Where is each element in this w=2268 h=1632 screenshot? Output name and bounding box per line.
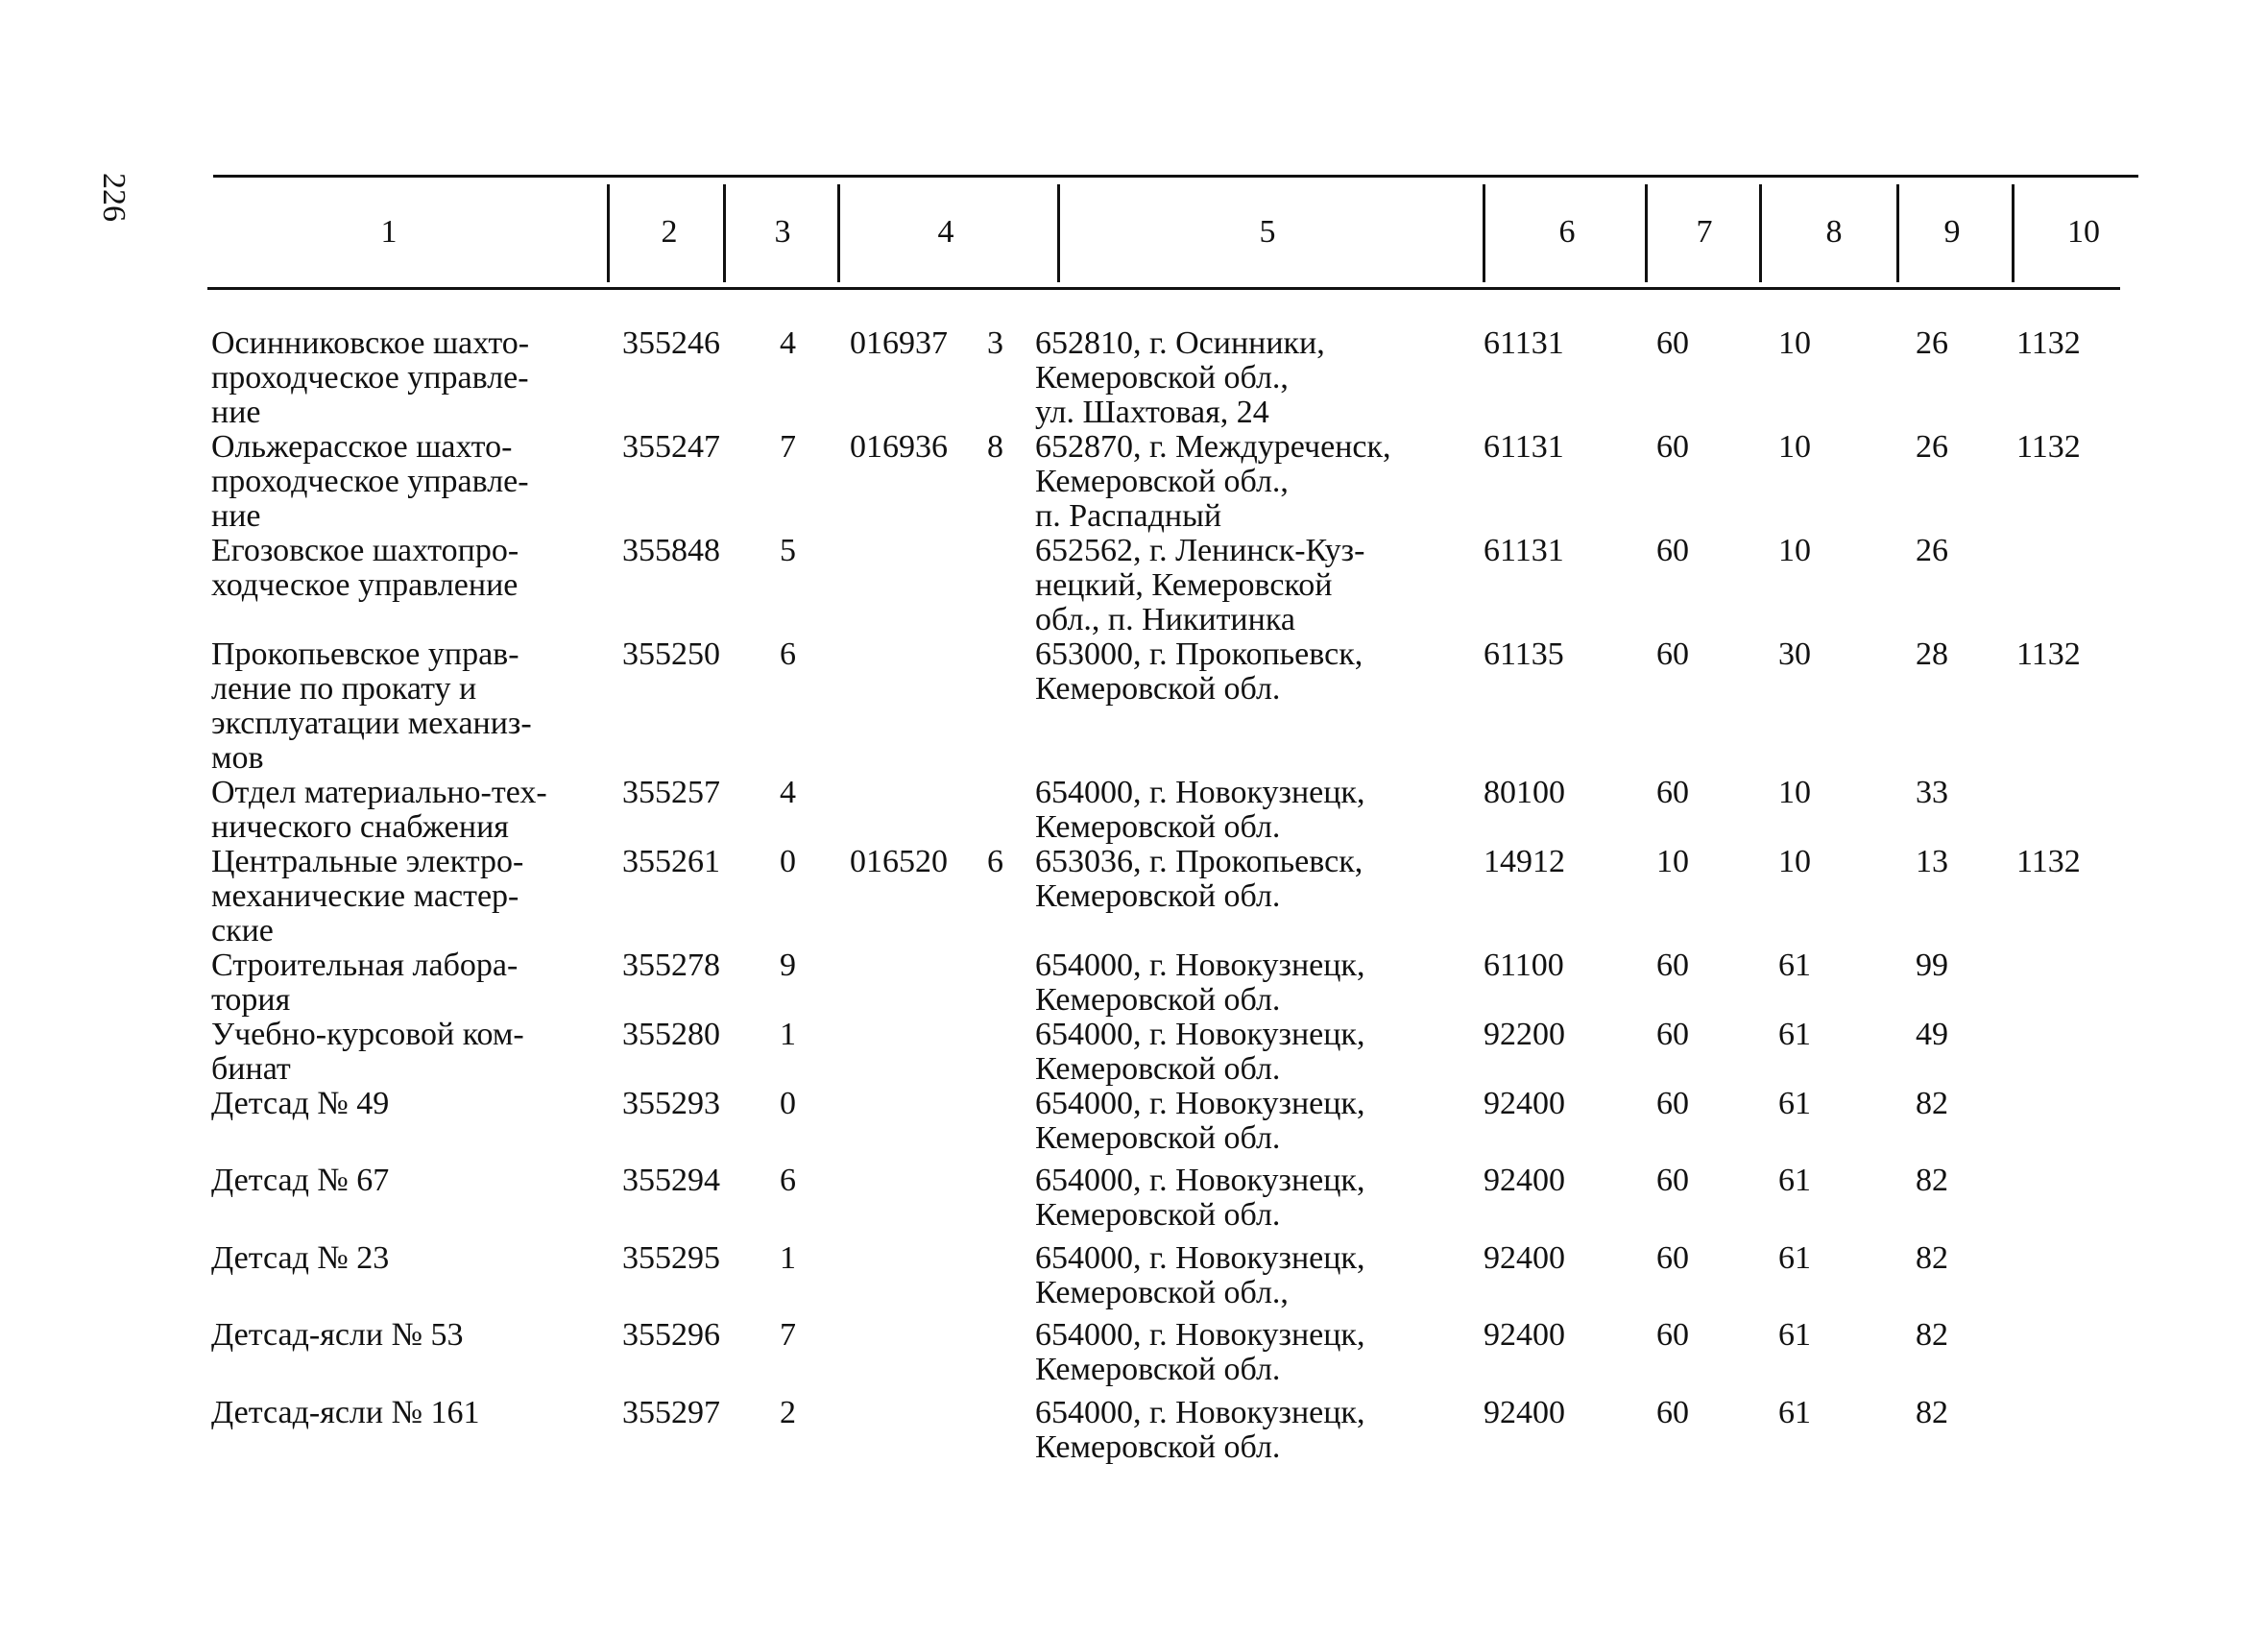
cell-col-7: 60: [1656, 429, 1689, 465]
cell-col-7: 60: [1656, 533, 1689, 568]
cell-col-7: 60: [1656, 1163, 1689, 1198]
cell-col-6: 14912: [1484, 844, 1565, 879]
cell-col-7: 60: [1656, 775, 1689, 810]
cell-col-8: 61: [1778, 1017, 1811, 1052]
cell-col-6: 61131: [1484, 325, 1564, 361]
cell-org-name: Ольжерасское шахто- проходческое управле- ние: [211, 429, 529, 534]
cell-col-7: 10: [1656, 844, 1689, 879]
cell-col-8: 30: [1778, 636, 1811, 672]
column-header-7: 7: [1696, 214, 1713, 250]
cell-col-9: 26: [1916, 429, 1948, 465]
cell-col-10: 1132: [2016, 429, 2081, 465]
cell-col-9: 82: [1916, 1163, 1948, 1198]
cell-okonh-check-digit: 6: [987, 844, 1003, 879]
cell-org-name: Отдел материально-тех- нического снабжения: [211, 775, 547, 845]
cell-col-9: 82: [1916, 1240, 1948, 1276]
cell-check-digit: 7: [780, 429, 796, 465]
cell-okonh-code: 016937: [850, 325, 948, 361]
cell-code: 355246: [622, 325, 720, 361]
cell-org-name: Детсад № 23: [211, 1240, 390, 1276]
cell-check-digit: 4: [780, 775, 796, 810]
cell-col-6: 92200: [1484, 1017, 1565, 1052]
cell-code: 355295: [622, 1240, 720, 1276]
cell-org-name: Детсад-ясли № 161: [211, 1395, 480, 1430]
cell-address: 653000, г. Прокопьевск, Кемеровской обл.: [1035, 636, 1363, 707]
cell-col-9: 82: [1916, 1086, 1948, 1121]
cell-org-name: Осинниковское шахто- проходческое управле- ние: [211, 325, 530, 430]
cell-col-6: 61131: [1484, 429, 1564, 465]
cell-code: 355294: [622, 1163, 720, 1198]
cell-col-6: 92400: [1484, 1086, 1565, 1121]
cell-okonh-code: 016520: [850, 844, 948, 879]
cell-col-7: 60: [1656, 1017, 1689, 1052]
cell-address: 654000, г. Новокузнецк, Кемеровской обл.: [1035, 1395, 1365, 1465]
cell-address: 652810, г. Осинники, Кемеровской обл., ул. Шахтовая, 24: [1035, 325, 1325, 430]
cell-okonh-check-digit: 8: [987, 429, 1003, 465]
cell-address: 653036, г. Прокопьевск, Кемеровской обл.: [1035, 844, 1363, 914]
cell-org-name: Строительная лабора- тория: [211, 948, 519, 1018]
cell-check-digit: 6: [780, 636, 796, 672]
column-header-3: 3: [774, 214, 791, 250]
cell-col-8: 61: [1778, 948, 1811, 983]
cell-col-9: 82: [1916, 1395, 1948, 1430]
cell-org-name: Детсад № 67: [211, 1163, 390, 1198]
cell-col-8: 61: [1778, 1240, 1811, 1276]
cell-col-6: 92400: [1484, 1240, 1565, 1276]
column-header-2: 2: [661, 214, 678, 250]
cell-col-10: 1132: [2016, 325, 2081, 361]
cell-col-7: 60: [1656, 1395, 1689, 1430]
cell-col-9: 49: [1916, 1017, 1948, 1052]
cell-col-7: 60: [1656, 948, 1689, 983]
cell-code: 355278: [622, 948, 720, 983]
cell-col-10: 1132: [2016, 636, 2081, 672]
cell-address: 654000, г. Новокузнецк, Кемеровской обл.: [1035, 1317, 1365, 1387]
cell-code: 355293: [622, 1086, 720, 1121]
cell-col-9: 33: [1916, 775, 1948, 810]
cell-col-6: 61135: [1484, 636, 1564, 672]
cell-code: 355297: [622, 1395, 720, 1430]
cell-col-6: 80100: [1484, 775, 1565, 810]
cell-code: 355257: [622, 775, 720, 810]
cell-col-6: 92400: [1484, 1317, 1565, 1353]
cell-check-digit: 0: [780, 1086, 796, 1121]
cell-code: 355296: [622, 1317, 720, 1353]
cell-col-8: 10: [1778, 844, 1811, 879]
cell-code: 355848: [622, 533, 720, 568]
cell-col-6: 92400: [1484, 1395, 1565, 1430]
cell-col-9: 28: [1916, 636, 1948, 672]
cell-check-digit: 7: [780, 1317, 796, 1353]
cell-address: 654000, г. Новокузнецк, Кемеровской обл.: [1035, 1086, 1365, 1156]
cell-col-8: 61: [1778, 1163, 1811, 1198]
cell-col-9: 82: [1916, 1317, 1948, 1353]
cell-address: 654000, г. Новокузнецк, Кемеровской обл.: [1035, 775, 1365, 845]
cell-col-6: 92400: [1484, 1163, 1565, 1198]
cell-address: 652870, г. Междуреченск, Кемеровской обл., п. Распадный: [1035, 429, 1391, 534]
cell-col-8: 61: [1778, 1317, 1811, 1353]
column-header-8: 8: [1825, 214, 1843, 250]
cell-col-6: 61100: [1484, 948, 1564, 983]
cell-check-digit: 0: [780, 844, 796, 879]
cell-col-7: 60: [1656, 636, 1689, 672]
cell-address: 654000, г. Новокузнецк, Кемеровской обл.: [1035, 1163, 1365, 1233]
cell-col-7: 60: [1656, 1086, 1689, 1121]
cell-okonh-check-digit: 3: [987, 325, 1003, 361]
cell-col-9: 13: [1916, 844, 1948, 879]
cell-check-digit: 6: [780, 1163, 796, 1198]
cell-org-name: Прокопьевское управ- ление по прокату и эксплуатации механиз- мов: [211, 636, 532, 776]
cell-org-name: Детсад-ясли № 53: [211, 1317, 464, 1353]
cell-okonh-code: 016936: [850, 429, 948, 465]
cell-address: 654000, г. Новокузнецк, Кемеровской обл.: [1035, 948, 1365, 1018]
cell-org-name: Детсад № 49: [211, 1086, 390, 1121]
cell-check-digit: 4: [780, 325, 796, 361]
cell-col-9: 26: [1916, 325, 1948, 361]
cell-col-6: 61131: [1484, 533, 1564, 568]
cell-org-name: Центральные электро- механические мастер- ские: [211, 844, 524, 948]
cell-org-name: Егозовское шахтопро- ходческое управление: [211, 533, 519, 603]
cell-col-8: 61: [1778, 1395, 1811, 1430]
column-header-1: 1: [380, 214, 398, 250]
cell-col-9: 99: [1916, 948, 1948, 983]
cell-col-7: 60: [1656, 1240, 1689, 1276]
cell-col-8: 10: [1778, 325, 1811, 361]
column-header-5: 5: [1259, 214, 1276, 250]
cell-check-digit: 1: [780, 1017, 796, 1052]
cell-address: 654000, г. Новокузнецк, Кемеровской обл.,: [1035, 1240, 1365, 1310]
page-number: 226: [96, 173, 132, 222]
cell-col-9: 26: [1916, 533, 1948, 568]
column-header-6: 6: [1558, 214, 1576, 250]
cell-code: 355280: [622, 1017, 720, 1052]
column-header-4: 4: [937, 214, 954, 250]
cell-col-7: 60: [1656, 1317, 1689, 1353]
cell-col-8: 10: [1778, 429, 1811, 465]
cell-address: 654000, г. Новокузнецк, Кемеровской обл.: [1035, 1017, 1365, 1087]
cell-col-7: 60: [1656, 325, 1689, 361]
cell-col-8: 10: [1778, 775, 1811, 810]
cell-code: 355261: [622, 844, 720, 879]
cell-check-digit: 1: [780, 1240, 796, 1276]
cell-address: 652562, г. Ленинск-Куз- нецкий, Кемеровской обл., п. Никитинка: [1035, 533, 1365, 637]
column-header-9: 9: [1943, 214, 1961, 250]
cell-col-8: 10: [1778, 533, 1811, 568]
cell-code: 355247: [622, 429, 720, 465]
cell-col-8: 61: [1778, 1086, 1811, 1121]
cell-check-digit: 5: [780, 533, 796, 568]
cell-code: 355250: [622, 636, 720, 672]
column-header-10: 10: [2067, 214, 2100, 250]
cell-check-digit: 9: [780, 948, 796, 983]
cell-org-name: Учебно-курсовой ком- бинат: [211, 1017, 524, 1087]
cell-check-digit: 2: [780, 1395, 796, 1430]
cell-col-10: 1132: [2016, 844, 2081, 879]
